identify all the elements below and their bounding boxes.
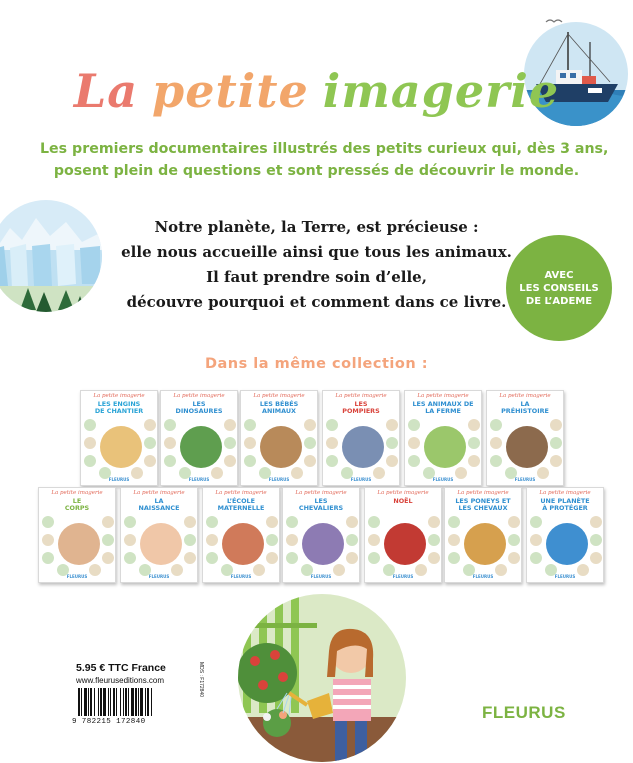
- glacier-illustration: [0, 198, 102, 316]
- collection-book: [282, 487, 360, 583]
- collection-book: [202, 487, 280, 583]
- book-publisher: FLEURUS: [514, 477, 536, 482]
- description-line: découvre pourquoi et comment dans ce livre.: [126, 293, 507, 311]
- ademe-badge: [506, 235, 612, 341]
- book-publisher: FLEURUS: [108, 477, 130, 482]
- collection-book: [486, 390, 564, 486]
- book-series-label: La petite imagerie: [133, 490, 185, 496]
- book-title: LES BÉBÉS ANIMAUX: [259, 400, 299, 415]
- book-series-label: La petite imagerie: [215, 490, 267, 496]
- book-title: UNE PLANÈTE À PROTÉGER: [540, 497, 590, 512]
- book-series-label: La petite imagerie: [93, 393, 145, 399]
- badge-line: LES CONSEILS: [519, 282, 599, 294]
- collection-book: [38, 487, 116, 583]
- book-publisher: FLEURUS: [66, 574, 88, 579]
- intro-line: Les premiers documentaires illustrés des petits curieux qui, dès 3 ans,: [40, 141, 609, 157]
- book-series-label: La petite imagerie: [539, 490, 591, 496]
- book-title: LES PONEYS ET LES CHEVAUX: [455, 497, 511, 512]
- book-series-label: La petite imagerie: [295, 490, 347, 496]
- description-line: Il faut prendre soin d’elle,: [206, 268, 427, 286]
- description-text: [100, 215, 533, 315]
- collection-book: [120, 487, 198, 583]
- book-series-label: La petite imagerie: [457, 490, 509, 496]
- book-title: LA PRÉHISTOIRE: [501, 400, 549, 415]
- collection-heading: Dans la même collection :: [204, 356, 429, 372]
- collection-book: [404, 390, 482, 486]
- book-title: NOËL: [393, 497, 413, 505]
- price-label: 5.95 € TTC France: [76, 662, 166, 674]
- description-line: elle nous accueille ainsi que tous les animaux.: [121, 243, 512, 261]
- intro-text: [40, 138, 609, 182]
- book-title: LES ANIMAUX DE LA FERME: [412, 400, 474, 415]
- book-publisher: FLEURUS: [310, 574, 332, 579]
- isbn-number: 9 782215 172840: [72, 718, 146, 726]
- collection-book: [240, 390, 318, 486]
- book-publisher: FLEURUS: [554, 574, 576, 579]
- book-series-label: La petite imagerie: [173, 393, 225, 399]
- gardening-girl-illustration: [237, 593, 407, 763]
- book-series-label: La petite imagerie: [253, 393, 305, 399]
- book-publisher: FLEURUS: [392, 574, 414, 579]
- book-series-label: La petite imagerie: [377, 490, 429, 496]
- badge-line: DE L’ADEME: [525, 295, 593, 307]
- series-title: [0, 56, 633, 126]
- book-title: LES POMPIERS: [342, 400, 380, 415]
- collection-book: [322, 390, 400, 486]
- collection-book: [444, 487, 522, 583]
- book-publisher: FLEURUS: [472, 574, 494, 579]
- book-title: LES CHEVALIERS: [298, 497, 344, 512]
- barcode: [76, 688, 194, 718]
- title-word: La: [73, 64, 139, 118]
- book-series-label: La petite imagerie: [499, 393, 551, 399]
- publisher-website: www.fleuruseditions.com: [76, 676, 165, 685]
- book-title: LES DINOSAURES: [175, 400, 223, 415]
- book-title: LE CORPS: [64, 497, 90, 512]
- book-series-label: La petite imagerie: [51, 490, 103, 496]
- description-line: Notre planète, la Terre, est précieuse :: [154, 218, 479, 236]
- side-code: [196, 662, 206, 722]
- book-title: LES ENGINS DE CHANTIER: [94, 400, 144, 415]
- title-word: imagerie: [322, 64, 560, 118]
- book-publisher: FLEURUS: [432, 477, 454, 482]
- intro-line: posent plein de questions et sont pressés de découvrir le monde.: [53, 163, 580, 179]
- book-title: L’ÉCOLE MATERNELLE: [217, 497, 265, 512]
- collection-book: [160, 390, 238, 486]
- price-barcode-box: [70, 660, 198, 728]
- publisher-logo: FLEURUS: [482, 703, 566, 722]
- collection-book: [364, 487, 442, 583]
- collection-book: [80, 390, 158, 486]
- book-series-label: La petite imagerie: [417, 393, 469, 399]
- badge-line: AVEC: [544, 269, 574, 281]
- book-publisher: FLEURUS: [188, 477, 210, 482]
- side-code-text: MDS : F172840: [198, 662, 204, 698]
- book-series-label: La petite imagerie: [335, 393, 387, 399]
- book-publisher: FLEURUS: [350, 477, 372, 482]
- book-title: LA NAISSANCE: [138, 497, 180, 512]
- collection-book: [526, 487, 604, 583]
- book-publisher: FLEURUS: [268, 477, 290, 482]
- book-publisher: FLEURUS: [230, 574, 252, 579]
- title-word: petite: [152, 64, 309, 118]
- book-publisher: FLEURUS: [148, 574, 170, 579]
